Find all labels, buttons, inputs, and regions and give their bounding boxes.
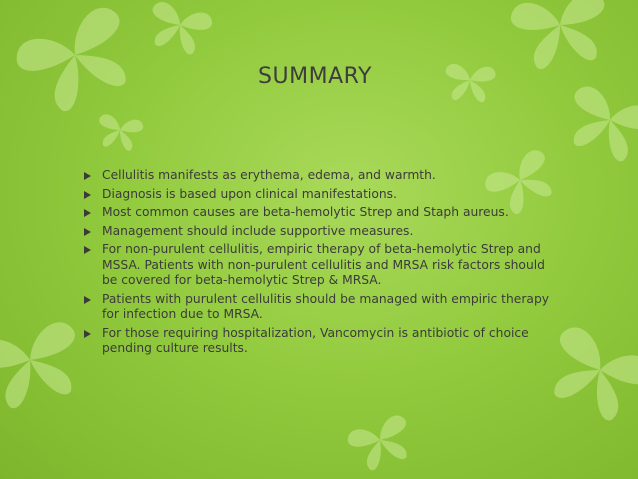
bullet-item: For those requiring hospitalization, Vancomycin is antibiotic of choice pending culture results. — [80, 326, 550, 357]
slide-title: SUMMARY — [258, 64, 372, 89]
bullet-item: Diagnosis is based upon clinical manifestations. — [80, 187, 550, 203]
bullet-list — [80, 168, 550, 360]
bullet-item: For non-purulent cellulitis, empiric therapy of beta-hemolytic Strep and MSSA. Patients with non-purulent cellulitis and MRSA risk factors should be covered for beta-hemolytic Strep & MRSA. — [80, 242, 550, 289]
bullet-item: Management should include supportive measures. — [80, 224, 550, 240]
bullet-item: Cellulitis manifests as erythema, edema, and warmth. — [80, 168, 550, 184]
bullet-item: Patients with purulent cellulitis should be managed with empiric therapy for infection due to MRSA. — [80, 292, 550, 323]
bullet-item: Most common causes are beta-hemolytic Strep and Staph aureus. — [80, 205, 550, 221]
